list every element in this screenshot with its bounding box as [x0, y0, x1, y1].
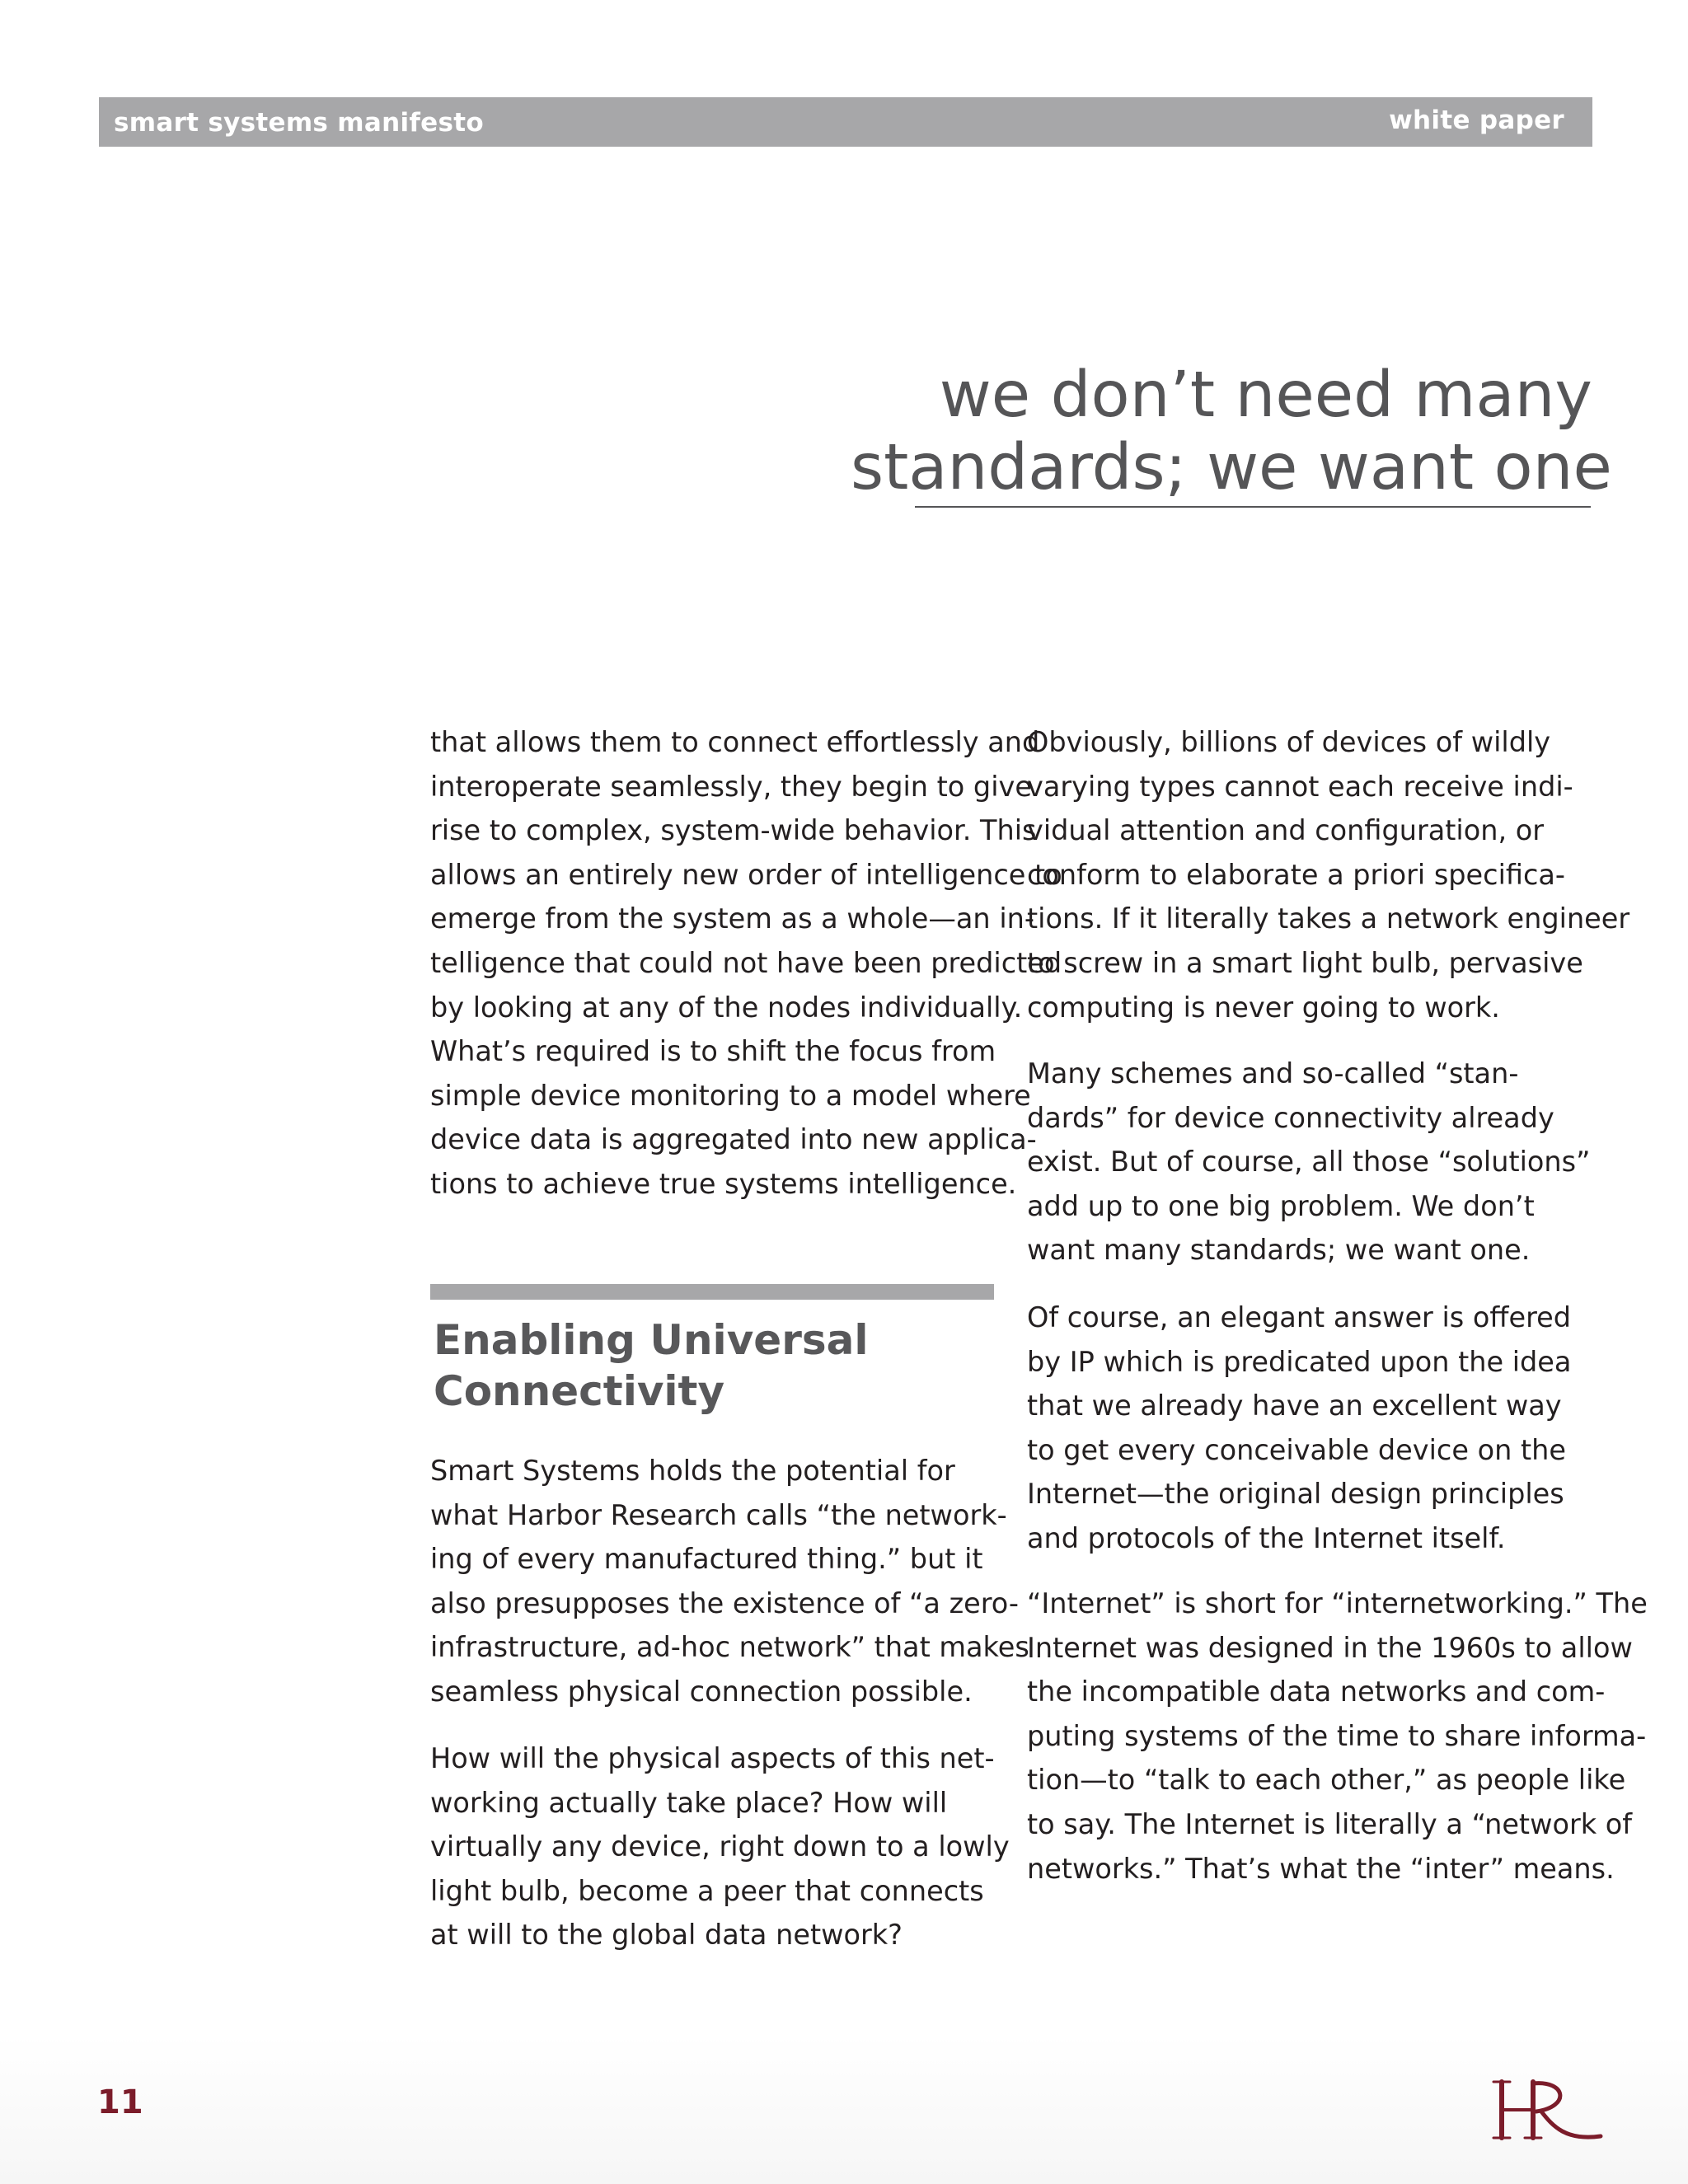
text-line: “Internet” is short for “internetworking.” The: [1027, 1587, 1648, 1619]
section-heading-line: Connectivity: [434, 1367, 725, 1415]
text-line: by IP which is predicated upon the idea: [1027, 1345, 1572, 1378]
text-line: Many schemes and so-called “stan-: [1027, 1057, 1519, 1090]
text-line: what Harbor Research calls “the network-: [430, 1498, 1007, 1531]
text-line: tions. If it literally takes a network engineer: [1027, 902, 1630, 935]
text-line: allows an entirely new order of intelligence to: [430, 858, 1062, 891]
text-line: How will the physical aspects of this net-: [430, 1742, 995, 1774]
text-line: light bulb, become a peer that connects: [430, 1874, 984, 1907]
page-title-line: standards; we want one: [851, 431, 1612, 504]
left-paragraph-2: [430, 1449, 1029, 1714]
text-line: vidual attention and configuration, or: [1027, 814, 1545, 847]
section-divider-bar: [430, 1284, 994, 1300]
title-underline: [915, 506, 1591, 508]
text-line: ing of every manufactured thing.” but it: [430, 1543, 983, 1576]
text-line: telligence that could not have been predicted: [430, 946, 1062, 979]
text-line: varying types cannot each receive indi-: [1027, 770, 1573, 803]
text-line: the incompatible data networks and com-: [1027, 1675, 1606, 1708]
text-line: computing is never going to work.: [1027, 991, 1500, 1024]
section-heading: [434, 1315, 869, 1417]
text-line: that we already have an excellent way: [1027, 1390, 1562, 1422]
page-title: [851, 359, 1612, 504]
left-paragraph-3: [430, 1736, 1010, 1957]
text-line: interoperate seamlessly, they begin to give: [430, 770, 1032, 803]
right-paragraph-4: [1027, 1582, 1648, 1891]
header-type-label: white paper: [1389, 105, 1564, 135]
text-line: by looking at any of the nodes individually.: [430, 991, 1023, 1024]
text-line: that allows them to connect effortlessly and: [430, 726, 1040, 758]
text-line: at will to the global data network?: [430, 1919, 903, 1952]
text-line: and protocols of the Internet itself.: [1027, 1521, 1506, 1554]
footer-background: [0, 2036, 1688, 2184]
text-line: Smart Systems holds the potential for: [430, 1455, 955, 1487]
right-paragraph-3: [1027, 1296, 1571, 1561]
text-line: dards” for device connectivity already: [1027, 1101, 1554, 1134]
text-line: tions to achieve true systems intelligence.: [430, 1167, 1017, 1200]
text-line: to get every conceivable device on the: [1027, 1433, 1566, 1466]
text-line: rise to complex, system-wide behavior. This: [430, 814, 1037, 847]
text-line: want many standards; we want one.: [1027, 1234, 1531, 1267]
text-line: simple device monitoring to a model where: [430, 1079, 1031, 1112]
text-line: to say. The Internet is literally a “network of: [1027, 1807, 1633, 1840]
section-heading-line: Enabling Universal: [434, 1316, 869, 1364]
header-bar: [99, 97, 1592, 147]
text-line: What’s required is to shift the focus from: [430, 1035, 996, 1068]
text-line: emerge from the system as a whole—an in-: [430, 902, 1034, 935]
text-line: networks.” That’s what the “inter” means.: [1027, 1852, 1615, 1885]
text-line: also presupposes the existence of “a zero-: [430, 1586, 1020, 1619]
left-intro-paragraph: [430, 720, 1062, 1207]
text-line: exist. But of course, all those “solutions”: [1027, 1146, 1591, 1179]
text-line: seamless physical connection possible.: [430, 1675, 973, 1708]
text-line: add up to one big problem. We don’t: [1027, 1189, 1535, 1222]
right-paragraph-1: [1027, 720, 1629, 1029]
page-title-line: we don’t need many: [939, 359, 1592, 432]
text-line: puting systems of the time to share informa-: [1027, 1719, 1647, 1752]
page-number: 11: [97, 2083, 143, 2121]
text-line: conform to elaborate a priori specifica-: [1027, 858, 1566, 891]
text-line: Internet was designed in the 1960s to allow: [1027, 1631, 1633, 1664]
header-document-label: smart systems manifesto: [114, 108, 484, 138]
text-line: working actually take place? How will: [430, 1786, 948, 1819]
right-paragraph-2: [1027, 1052, 1590, 1272]
text-line: Of course, an elegant answer is offered: [1027, 1301, 1571, 1333]
text-line: virtually any device, right down to a lowly: [430, 1830, 1010, 1863]
text-line: device data is aggregated into new applica-: [430, 1123, 1037, 1156]
text-line: Obviously, billions of devices of wildly: [1027, 726, 1551, 758]
hr-monogram-logo-icon: [1490, 2077, 1606, 2146]
text-line: Internet—the original design principles: [1027, 1478, 1564, 1511]
text-line: to screw in a smart light bulb, pervasive: [1027, 946, 1583, 979]
text-line: infrastructure, ad-hoc network” that makes: [430, 1631, 1029, 1664]
text-line: tion—to “talk to each other,” as people like: [1027, 1764, 1626, 1797]
